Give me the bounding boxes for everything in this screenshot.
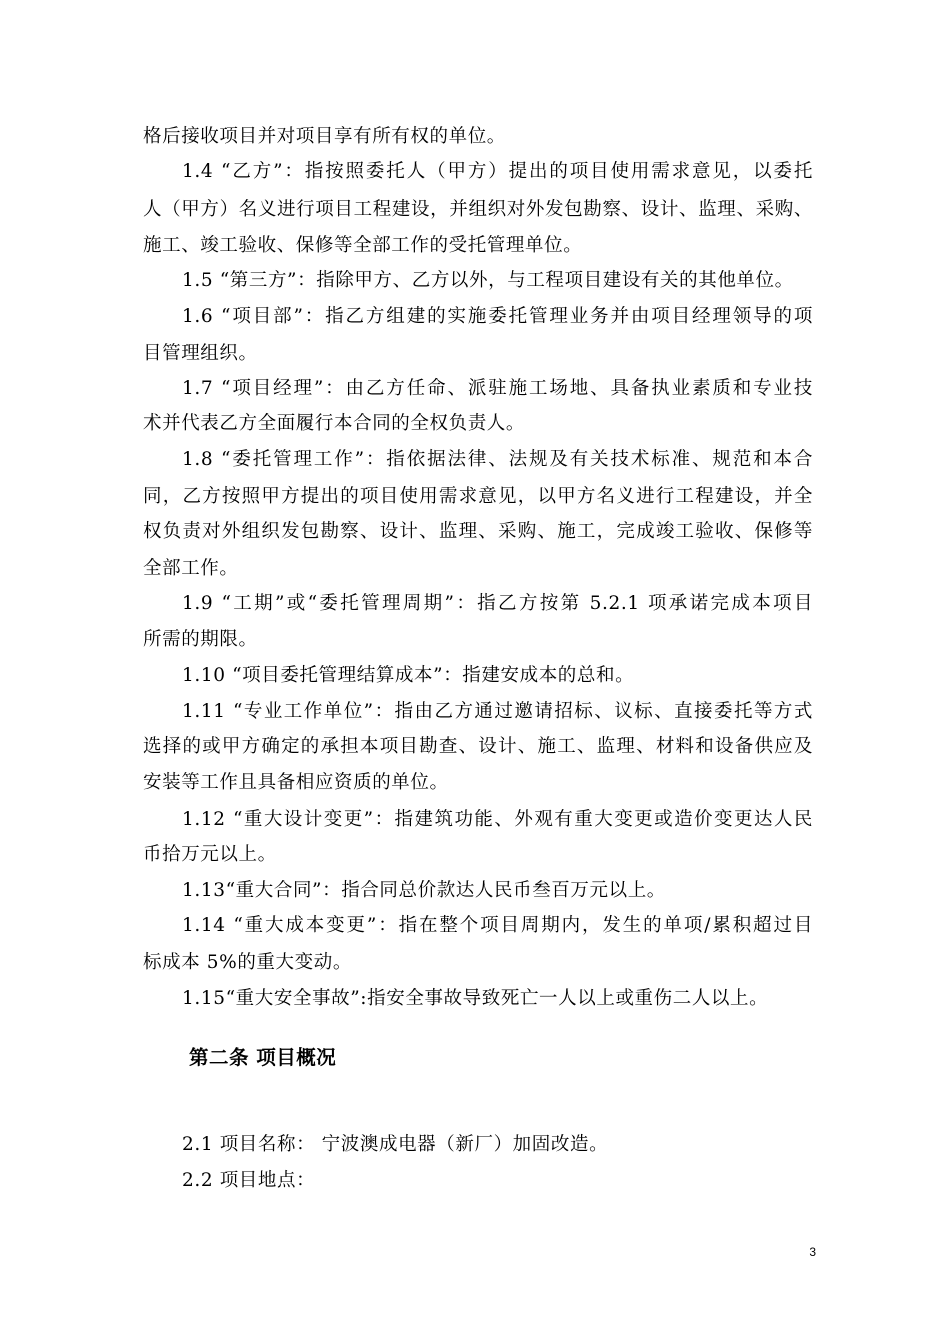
paragraph-line: 1.13“重大合同”：指合同总价款达人民币叁百万元以上。 [182,880,666,901]
paragraph-line: 人（甲方）名义进行项目工程建设，并组织对外发包勘察、设计、监理、采购、 [143,199,813,220]
paragraph-line: 1.12 “重大设计变更”：指建筑功能、外观有重大变更或造价变更达人民 [182,809,813,830]
paragraph-line: 安装等工作且具备相应资质的单位。 [143,772,449,793]
paragraph-line: 标成本 5%的重大变动。 [143,952,352,973]
paragraph-line: 1.14 “重大成本变更”：指在整个项目周期内，发生的单项/累积超过目 [182,915,813,936]
paragraph-line: 1.15“重大安全事故”:指安全事故导致死亡一人以上或重伤二人以上。 [182,988,769,1009]
paragraph-line: 1.11 “专业工作单位”：指由乙方通过邀请招标、议标、直接委托等方式 [182,701,813,722]
paragraph-line: 格后接收项目并对项目享有所有权的单位。 [143,126,506,147]
paragraph-line: 1.7 “项目经理”：由乙方任命、派驻施工场地、具备执业素质和专业技 [182,378,813,399]
paragraph-line: 1.4 “乙方”：指按照委托人（甲方）提出的项目使用需求意见，以委托 [182,161,813,182]
paragraph-line: 所需的期限。 [143,629,258,650]
paragraph-line: 目管理组织。 [143,343,258,364]
paragraph-line: 术并代表乙方全面履行本合同的全权负责人。 [143,413,526,434]
paragraph-line: 同，乙方按照甲方提出的项目使用需求意见，以甲方名义进行工程建设，并全 [143,486,813,507]
project-location-line: 2.2 项目地点： [182,1170,316,1191]
page-number: 3 [809,1245,816,1259]
paragraph-line: 权负责对外组织发包勘察、设计、监理、采购、施工，完成竣工验收、保修等 [143,521,813,542]
section-heading: 第二条 项目概况 [189,1046,337,1069]
paragraph-line: 1.5 “第三方”：指除甲方、乙方以外，与工程项目建设有关的其他单位。 [182,270,794,291]
paragraph-line: 1.8 “委托管理工作”：指依据法律、法规及有关技术标准、规范和本合 [182,449,813,470]
paragraph-line: 1.6 “项目部”：指乙方组建的实施委托管理业务并由项目经理领导的项 [182,306,813,327]
paragraph-line: 施工、竣工验收、保修等全部工作的受托管理单位。 [143,235,583,256]
paragraph-line: 币拾万元以上。 [143,844,277,865]
paragraph-line: 1.9 “工期”或“委托管理周期”：指乙方按第 5.2.1 项承诺完成本项目 [182,593,813,614]
project-name-line: 2.1 项目名称： 宁波澳成电器（新厂）加固改造。 [182,1134,609,1155]
paragraph-line: 全部工作。 [143,558,239,579]
paragraph-line: 1.10 “项目委托管理结算成本”：指建安成本的总和。 [182,665,635,686]
paragraph-line: 选择的或甲方确定的承担本项目勘查、设计、施工、监理、材料和设备供应及 [143,736,813,757]
